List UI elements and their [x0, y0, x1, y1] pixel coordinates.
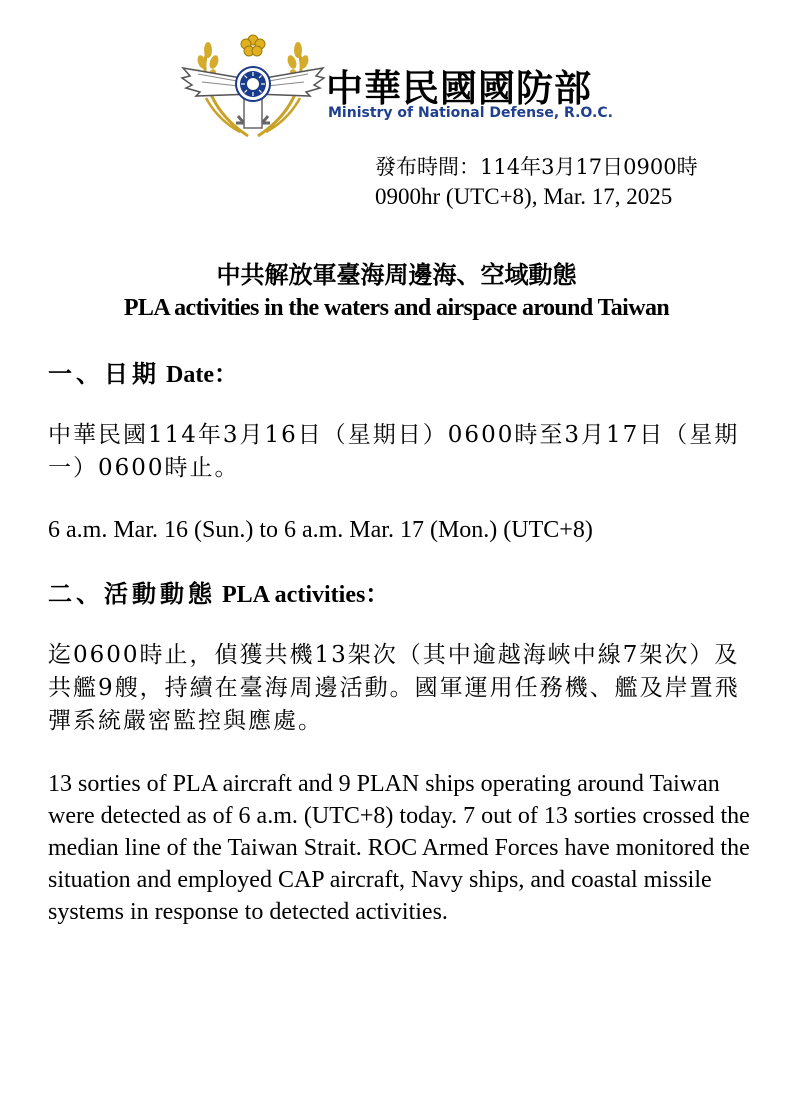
org-name-en: Ministry of National Defense, R.O.C.: [328, 105, 613, 121]
section-date-heading-zh: 一、日期: [48, 359, 160, 388]
section-activities-heading-en: PLA activities：: [222, 582, 390, 608]
section-date-body-en: 6 a.m. Mar. 16 (Sun.) to 6 a.m. Mar. 17 (Mon.) (UTC+8): [48, 517, 593, 543]
section-date: [48, 354, 758, 546]
org-name-zh: 中華民國國防部: [326, 67, 592, 110]
section-activities: [48, 574, 758, 928]
section-date-heading-en: Date：: [166, 362, 238, 388]
section-date-heading: [48, 354, 758, 389]
section-activities-heading-zh: 二、活動動態: [48, 579, 216, 608]
page-header: [178, 28, 628, 146]
section-date-body-zh: 中華民國114年3月16日（星期日）0600時至3月17日（星期一）0600時止。: [48, 422, 740, 481]
document-title: [0, 258, 793, 324]
mnd-emblem-icon: [178, 28, 328, 144]
section-activities-body-zh: 迄0600時止，偵獲共機13架次（其中逾越海峽中線7架次）及共艦9艘，持續在臺海周邊活動。國軍運用任務機、艦及岸置飛彈系統嚴密監控與應處。: [48, 642, 740, 734]
release-time: [375, 152, 698, 212]
section-activities-heading: [48, 574, 758, 609]
release-time-en: 0900hr (UTC+8), Mar. 17, 2025: [375, 184, 673, 209]
title-en: PLA activities in the waters and airspace around Taiwan: [123, 295, 670, 321]
release-time-zh: 發布時間：114年3月17日0900時: [375, 155, 698, 179]
title-zh: 中共解放軍臺海周邊海、空域動態: [216, 260, 577, 289]
section-activities-body-en: 13 sorties of PLA aircraft and 9 PLAN ships operating around Taiwan were detected as of 6 a.m. (UTC+8) today. 7 out of 13 sorties crossed the median line of the Taiwan Strait. ROC Armed Forces have monitored the situation and employed CAP aircraft, Navy ships, and coastal missile systems in response to detected activities.: [48, 771, 750, 925]
